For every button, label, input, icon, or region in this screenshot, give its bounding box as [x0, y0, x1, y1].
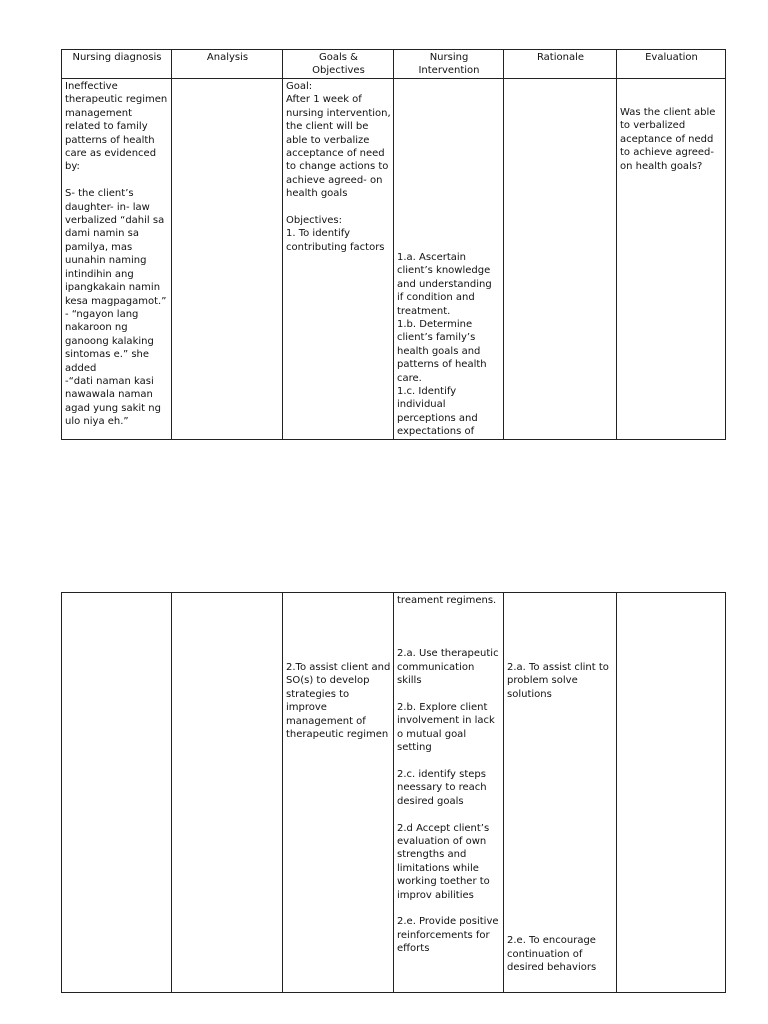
goals-cell: 2.To assist client and SO(s) to develop strategies to improve management of therapeutic regimen: [283, 593, 394, 993]
rationale-cell: [504, 79, 617, 440]
intervention-cell: 1.a. Ascertain client’s knowledge and understanding if condition and treatment. 1.b. Determine client’s family’s health goals and patterns of health care. 1.c. Identify individual perceptions and expectations of: [394, 79, 504, 440]
header-goals-objectives: Goals & Objectives: [283, 50, 394, 79]
intervention-text: 2.d Accept client’s evaluation of own strengths and limitations while working toether to improv abilities: [397, 822, 490, 901]
header-nursing-diagnosis: Nursing diagnosis: [62, 50, 172, 79]
goals-cell: Goal: After 1 week of nursing intervention, the client will be able to verbalize acceptance of need to change actions to achieve agreed- on health goals Objectives: 1. To identify contributing factors: [283, 79, 394, 440]
table-row: [62, 79, 726, 440]
intervention-text: treament regimens.: [397, 595, 497, 606]
intervention-text: 2.e. Provide positive reinforcements for efforts: [397, 916, 499, 955]
care-plan-table-page-2: [61, 592, 726, 993]
intervention-text: 2.b. Explore client involvement in lack o mutual goal setting: [397, 702, 495, 754]
header-evaluation: Evaluation: [617, 50, 726, 79]
intervention-text: 2.c. identify steps neessary to reach desired goals: [397, 769, 487, 807]
rationale-text: 2.a. To assist clint to problem solve solutions: [507, 662, 609, 700]
header-nursing-intervention: Nursing Intervention: [394, 50, 504, 79]
care-plan-table-page-1: [61, 49, 726, 440]
header-row: [62, 50, 726, 79]
analysis-cell: [172, 593, 283, 993]
evaluation-cell: [617, 593, 726, 993]
intervention-cell: [394, 593, 504, 993]
rationale-cell: [504, 593, 617, 993]
header-rationale: Rationale: [504, 50, 617, 79]
evaluation-cell: Was the client able to verbalized aceptance of nedd to achieve agreed- on health goals?: [617, 79, 726, 440]
diagnosis-cell: [62, 593, 172, 993]
rationale-text: 2.e. To encourage continuation of desired behaviors: [507, 935, 597, 974]
intervention-text: 2.a. Use therapeutic communication skills: [397, 648, 499, 687]
table-row: [62, 593, 726, 993]
header-analysis: Analysis: [172, 50, 283, 79]
diagnosis-cell: Ineffective therapeutic regimen management related to family patterns of health care as evidenced by: S- the client’s daughter- in- law verbalized “dahil sa dami namin sa pamilya, mas uunahin naming intindihin ang ipangkakain namin kesa magpagamot.” - “ngayon lang nakaroon ng ganoong kalaking sintomas e.” she added -“dati naman kasi nawawala naman agad yung sakit ng ulo niya eh.”: [62, 79, 172, 440]
analysis-cell: [172, 79, 283, 440]
